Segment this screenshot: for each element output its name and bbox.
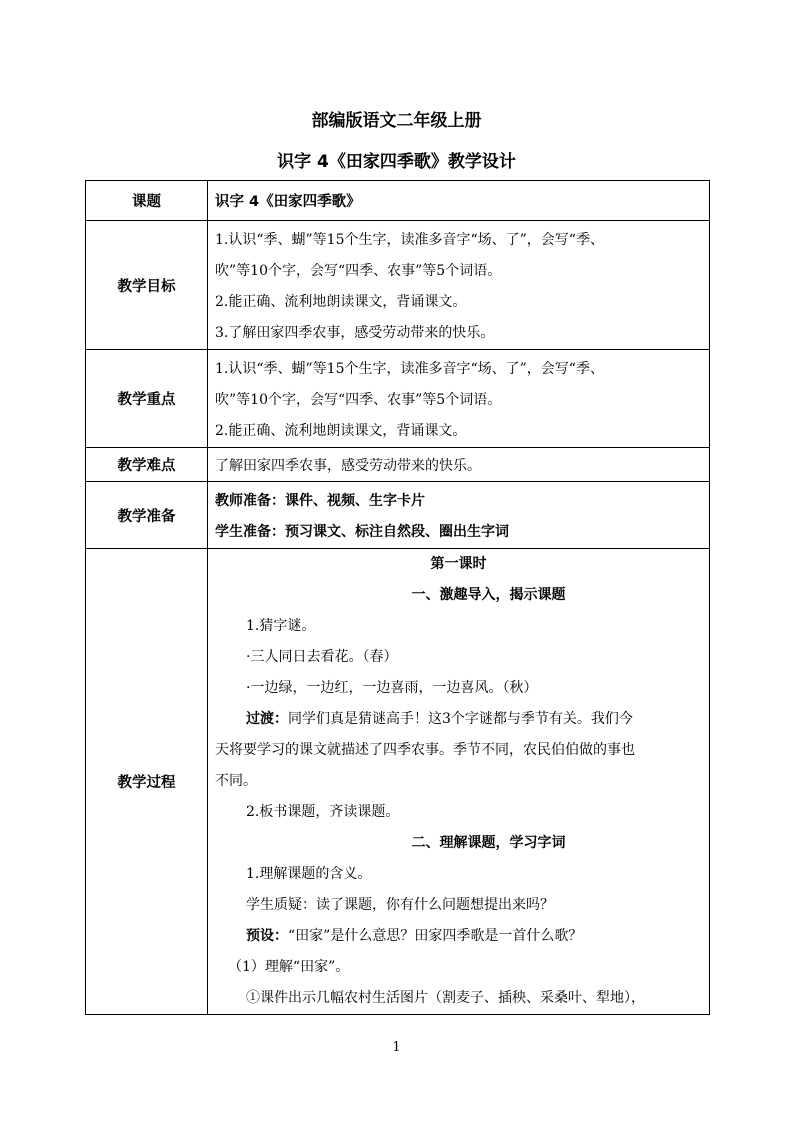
transition-label: 过渡： bbox=[246, 711, 288, 727]
goals-line: 1.认识“季、蝴”等15个生字，读准多音字“场、了”，会写“季、 bbox=[215, 232, 604, 248]
section-2-title: 二、理解课题，学习字词 bbox=[411, 835, 566, 851]
transition-text: 天将要学习的课文就描述了四季农事。季节不同，农民伯伯做的事也 bbox=[215, 742, 635, 758]
riddle: ·一边绿，一边红，一边喜雨，一边喜风。（秋） bbox=[246, 680, 538, 696]
difficulty-value: 了解田家四季农事，感受劳动带来的快乐。 bbox=[215, 457, 481, 474]
student-preparation: 学生准备：预习课文、标注自然段、圈出生字词 bbox=[215, 524, 509, 540]
riddle: ·三人同日去看花。（春） bbox=[246, 649, 398, 665]
process-substep-item: ①课件出示几幅农村生活图片（割麦子、插秧、采桑叶、犁地）， bbox=[246, 990, 645, 1006]
goals-line: 吹”等10个字，会写“四季、农事”等5个词语。 bbox=[215, 263, 502, 279]
row-key-points bbox=[86, 350, 710, 448]
row-difficulty bbox=[86, 448, 710, 482]
key-points-line: 1.认识“季、蝴”等15个生字，读准多音字“场、了”，会写“季、 bbox=[215, 361, 604, 377]
row-process bbox=[86, 549, 710, 1015]
preset-label: 预设： bbox=[246, 928, 288, 944]
document-title: 部编版语文二年级上册 bbox=[311, 111, 482, 131]
goals-line: 3.了解田家四季农事，感受劳动带来的快乐。 bbox=[215, 325, 495, 341]
lesson-plan-table bbox=[85, 180, 710, 1015]
section-1-title: 一、激趣导入，揭示课题 bbox=[411, 587, 566, 603]
difficulty-label: 教学难点 bbox=[86, 448, 208, 482]
row-preparation bbox=[86, 482, 710, 549]
row-topic bbox=[86, 181, 710, 221]
process-step: 1.理解课题的含义。 bbox=[246, 866, 372, 882]
document-subtitle: 识字 4《田家四季歌》教学设计 bbox=[277, 152, 516, 172]
topic-label: 课题 bbox=[86, 181, 208, 221]
preset-text: “田家”是什么意思？田家四季歌是一首什么歌？ bbox=[288, 928, 583, 944]
page-number: 1 bbox=[392, 1040, 401, 1055]
preparation-label: 教学准备 bbox=[86, 482, 208, 549]
lesson-title: 第一课时 bbox=[430, 556, 487, 572]
teacher-preparation: 教师准备：课件、视频、生字卡片 bbox=[215, 493, 425, 509]
process-substep: （1）理解“田家”。 bbox=[228, 959, 350, 975]
key-points-label: 教学重点 bbox=[86, 350, 208, 448]
student-question: 学生质疑：读了课题，你有什么问题想提出来吗？ bbox=[246, 897, 554, 913]
key-points-line: 2.能正确、流利地朗读课文，背诵课文。 bbox=[215, 423, 467, 439]
process-step: 1.猜字谜。 bbox=[246, 618, 316, 634]
goals-line: 2.能正确、流利地朗读课文，背诵课文。 bbox=[215, 294, 467, 310]
transition-text: 同学们真是猜谜高手！这3个字谜都与季节有关。我们今 bbox=[288, 711, 633, 727]
goals-label: 教学目标 bbox=[86, 221, 208, 350]
row-goals bbox=[86, 221, 710, 350]
key-points-line: 吹”等10个字，会写“四季、农事”等5个词语。 bbox=[215, 392, 502, 408]
topic-value: 识字 4《田家四季歌》 bbox=[215, 194, 361, 210]
transition-text: 不同。 bbox=[215, 773, 257, 789]
process-step: 2.板书课题，齐读课题。 bbox=[246, 804, 400, 820]
process-label: 教学过程 bbox=[86, 549, 208, 1015]
